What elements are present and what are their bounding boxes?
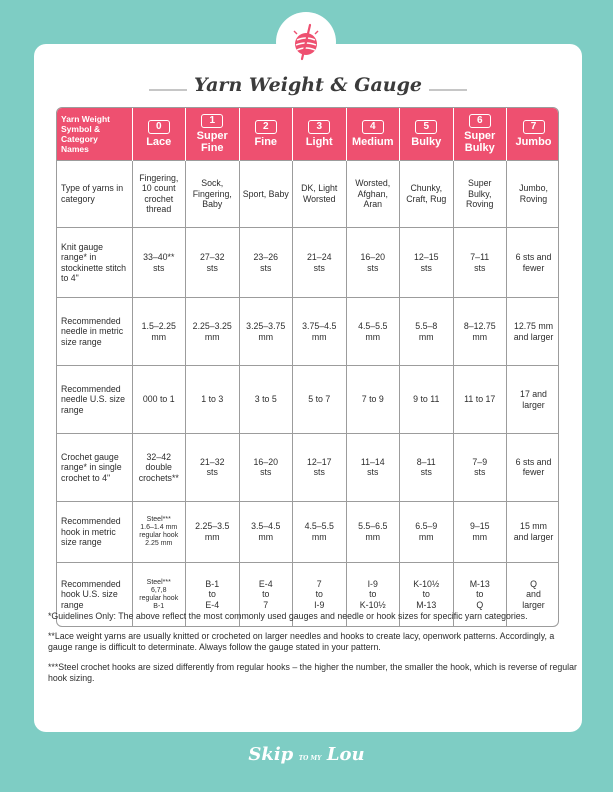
weight-5-header [400, 108, 454, 160]
logo-badge [276, 12, 336, 72]
table-cell: 1.5–2.25 mm [132, 298, 186, 366]
row-label: Recommended needle U.S. size range [57, 366, 132, 434]
table-row [57, 160, 559, 228]
row-label: Crochet gauge range* in single crochet to 4" [57, 433, 132, 501]
table-cell: 16–20 sts [346, 228, 400, 298]
table-cell: 9 to 11 [400, 366, 454, 434]
row-label: Recommended needle in metric size range [57, 298, 132, 366]
table-cell: I-9 to K-10½ [346, 563, 400, 627]
table-cell: E-4 to 7 [239, 563, 293, 627]
table-cell: 6.5–9 mm [400, 501, 454, 562]
table-cell: Fingering, 10 count crochet thread [132, 160, 186, 228]
table-cell: 27–32 sts [186, 228, 240, 298]
table-cell: 23–26 sts [239, 228, 293, 298]
footnote-1: *Guidelines Only: The above reflect the most commonly used gauges and needle or hook sizes for specific yarn categories. [48, 611, 528, 621]
table-row [57, 228, 559, 298]
table-cell: Steel*** 6,7,8 regular hook B-1 [132, 563, 186, 627]
weight-0-header [132, 108, 186, 160]
table-cell: 2.25–3.5 mm [186, 501, 240, 562]
table-cell: 000 to 1 [132, 366, 186, 434]
title-divider-right [429, 89, 467, 91]
table-cell: M-13 to Q [453, 563, 507, 627]
weight-symbol: 2 [255, 120, 277, 134]
table-cell: 12–15 sts [400, 228, 454, 298]
row-label: Knit gauge range* in stockinette stitch to 4" [57, 228, 132, 298]
table-cell: 33–40** sts [132, 228, 186, 298]
table-cell: 7 to 9 [346, 366, 400, 434]
weight-4-header [346, 108, 400, 160]
table-row [57, 433, 559, 501]
table-cell: B-1 to E-4 [186, 563, 240, 627]
weight-name: Bulky [411, 135, 442, 148]
table-cell: 5.5–6.5 mm [346, 501, 400, 562]
table-cell: 32–42 double crochets** [132, 433, 186, 501]
brand-logo[interactable] [0, 744, 613, 765]
table-cell: 9–15 mm [453, 501, 507, 562]
weight-name: Super Fine [196, 129, 228, 154]
table-cell: Q and larger [507, 563, 560, 627]
footnotes [48, 611, 578, 693]
table-cell: 8–12.75 mm [453, 298, 507, 366]
weight-3-header [293, 108, 347, 160]
table-cell: Sock, Fingering, Baby [186, 160, 240, 228]
weight-1-header [186, 108, 240, 160]
table-row [57, 298, 559, 366]
weight-symbol: 7 [523, 120, 545, 134]
table-cell: 7–11 sts [453, 228, 507, 298]
table-cell: 17 and larger [507, 366, 560, 434]
table-cell: 16–20 sts [239, 433, 293, 501]
table-cell: 4.5–5.5 mm [346, 298, 400, 366]
weight-symbol: 1 [201, 114, 223, 128]
table-row [57, 366, 559, 434]
weight-symbol: 0 [148, 120, 170, 134]
table-cell: 2.25–3.25 mm [186, 298, 240, 366]
page-title: Yarn Weight & Gauge [194, 74, 422, 96]
table-cell: 6 sts and fewer [507, 433, 560, 501]
table-cell: 15 mm and larger [507, 501, 560, 562]
row-label: Type of yarns in category [57, 160, 132, 228]
table-cell: Steel*** 1.6–1.4 mm regular hook 2.25 mm [132, 501, 186, 562]
table-cell: 7–9 sts [453, 433, 507, 501]
table-cell: Chunky, Craft, Rug [400, 160, 454, 228]
yarn-ball-hook-icon [286, 22, 326, 62]
row-label: Recommended hook U.S. size range [57, 563, 132, 627]
table-cell: 8–11 sts [400, 433, 454, 501]
table-cell: 12–17 sts [293, 433, 347, 501]
table-cell: 5.5–8 mm [400, 298, 454, 366]
table-cell: 11–14 sts [346, 433, 400, 501]
table-cell: 5 to 7 [293, 366, 347, 434]
weight-name: Fine [254, 135, 278, 148]
table-cell: 3.5–4.5 mm [239, 501, 293, 562]
table-cell: Super Bulky, Roving [453, 160, 507, 228]
table-cell: 1 to 3 [186, 366, 240, 434]
gauge-table [56, 107, 559, 627]
weight-symbol: 5 [415, 120, 437, 134]
brand-word-3: Lou [326, 744, 365, 765]
chart-card [34, 44, 582, 732]
weight-2-header [239, 108, 293, 160]
table-cell: 12.75 mm and larger [507, 298, 560, 366]
weight-6-header [453, 108, 507, 160]
weight-symbol: 4 [362, 120, 384, 134]
title-row [34, 74, 582, 104]
footnote-3: ***Steel crochet hooks are sized differently from regular hooks – the higher the number, the smaller the hook, which is reverse of regular hook sizing. [48, 661, 577, 683]
footnote-2: **Lace weight yarns are usually knitted or crocheted on larger needles and hooks to create lacy, openwork patterns. Accordingly, a gauge range is difficult to determinate. Always follow the gauge stated in your pattern. [48, 630, 555, 652]
weight-symbol: 6 [469, 114, 491, 128]
table-cell: Worsted, Afghan, Aran [346, 160, 400, 228]
table-cell: 3 to 5 [239, 366, 293, 434]
table-cell: 11 to 17 [453, 366, 507, 434]
table-cell: 7 to I-9 [293, 563, 347, 627]
table-cell: 3.75–4.5 mm [293, 298, 347, 366]
weight-name: Jumbo [515, 135, 552, 148]
weight-name: Medium [351, 135, 394, 148]
header-label: Yarn Weight Symbol & Category Names [57, 108, 132, 160]
brand-word-2: TO MY [298, 755, 322, 762]
table-cell: 3.25–3.75 mm [239, 298, 293, 366]
weight-name: Light [305, 135, 333, 148]
weight-7-header [507, 108, 560, 160]
brand-word-1: Skip [248, 744, 294, 765]
table-cell: 6 sts and fewer [507, 228, 560, 298]
weight-symbol: 3 [308, 120, 330, 134]
table-cell: K-10½ to M-13 [400, 563, 454, 627]
table-header-row [57, 108, 559, 160]
row-label: Recommended hook in metric size range [57, 501, 132, 562]
table-cell: 21–32 sts [186, 433, 240, 501]
weight-name: Lace [146, 135, 172, 148]
weight-name: Super Bulky [464, 129, 496, 154]
table-cell: Jumbo, Roving [507, 160, 560, 228]
table-cell: 4.5–5.5 mm [293, 501, 347, 562]
table-cell: Sport, Baby [239, 160, 293, 228]
table-cell: 21–24 sts [293, 228, 347, 298]
table-row [57, 501, 559, 562]
table-cell: DK, Light Worsted [293, 160, 347, 228]
gauge-table-grid [57, 108, 559, 626]
